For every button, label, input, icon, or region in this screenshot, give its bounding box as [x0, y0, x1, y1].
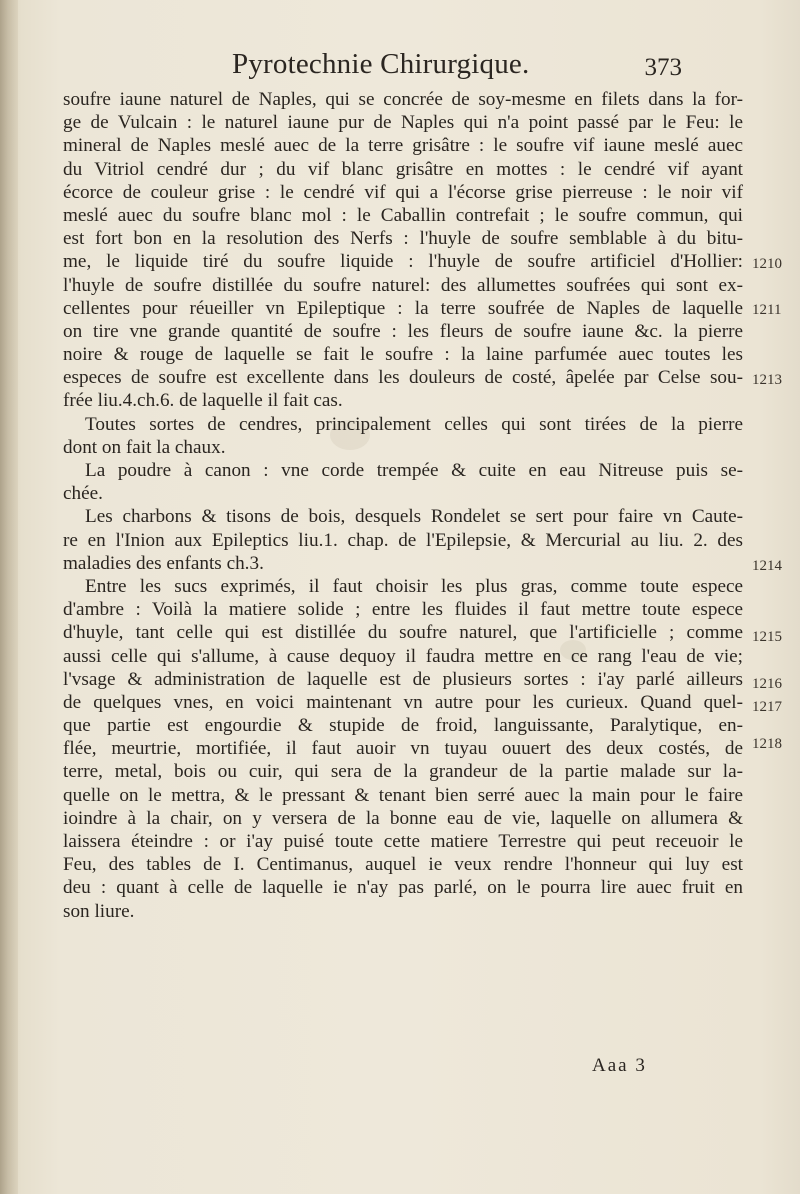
- margin-note: 1218: [752, 736, 782, 752]
- margin-note: 1217: [752, 699, 782, 715]
- text-line: mineral de Naples meslé auec de la terre grisâtre : le soufre vif iaune meslé auec: [63, 135, 743, 157]
- text-line: deu : quant à celle de laquelle ie n'ay pas parlé, on le pourra lire auec fruit en: [63, 877, 743, 899]
- text-line: me, le liquide tiré du soufre liquide : l'huyle de soufre artificiel d'Hollier:: [63, 251, 743, 273]
- body-text: [63, 88, 743, 923]
- text-line: dont on fait la chaux.: [63, 436, 226, 458]
- text-line: maladies des enfants ch.3.: [63, 552, 264, 574]
- text-line: écorce de couleur grise : le cendré vif qui a l'écorse grise pierreuse : le noir vif: [63, 181, 743, 203]
- text-line: de quelques vnes, en voici maintenant vn autre pour les curieux. Quand quel-: [63, 691, 743, 713]
- text-line: ioindre à la chair, on y versera de la bonne eau de vie, laquelle on allumera &: [63, 807, 743, 829]
- signature-mark: Aaa 3: [592, 1055, 647, 1076]
- text-line: frée liu.4.ch.6. de laquelle il fait cas.: [63, 390, 343, 412]
- text-line: especes de soufre est excellente dans les douleurs de costé, âpelée par Celse sou-: [63, 367, 743, 389]
- margin-note: 1214: [752, 558, 782, 574]
- text-line: quelle on le mettra, & le pressant & tenant bien serré auec la main pour le faire: [63, 784, 743, 806]
- text-line: flée, meurtrie, mortifiée, il faut auoir vn tuyau ouuert des deux costés, de: [63, 738, 743, 760]
- text-line: son liure.: [63, 900, 135, 922]
- page-title: Pyrotechnie Chirurgique.: [232, 48, 530, 80]
- text-line: terre, metal, bois ou cuir, qui sera de la grandeur de la partie malade sur la-: [63, 761, 743, 783]
- paragraph-start: La poudre à canon : vne corde trempée & cuite en eau Nitreuse puis se-: [85, 460, 743, 481]
- text-line: d'ambre : Voilà la matiere solide ; entre les fluides il faut mettre toute espece: [63, 599, 743, 621]
- page-number: 373: [644, 54, 682, 81]
- page-binding-shadow: [0, 0, 18, 1194]
- text-line: est fort bon en la resolution des Nerfs : l'huyle de soufre semblable à du bitu-: [63, 228, 743, 250]
- text-line: l'vsage & administration de laquelle est de plusieurs sortes : i'ay parlé ailleurs: [63, 668, 743, 690]
- running-head: [232, 48, 682, 88]
- text-line: l'huyle de soufre distillée du soufre naturel: des allumettes soufrées qui sont ex-: [63, 274, 743, 296]
- text-line: soufre iaune naturel de Naples, qui se concrée de soy-mesme en filets dans la for-: [63, 89, 743, 110]
- text-line: laissera éteindre : or i'ay puisé toute cette matiere Terrestre qui peut receuoir le: [63, 831, 743, 852]
- margin-note: 1216: [752, 676, 782, 692]
- text-line: du Vitriol cendré dur ; du vif blanc grisâtre en mottes : le cendré vif ayant: [63, 158, 743, 180]
- text-line: que partie est engourdie & stupide de froid, languissante, Paralytique, en-: [63, 715, 743, 737]
- margin-note: 1211: [752, 302, 782, 318]
- text-line: cellentes pour réueiller vn Epileptique : la terre soufrée de Naples de laquelle: [63, 297, 743, 319]
- text-line: Feu, des tables de I. Centimanus, auquel ie veux rendre l'honneur qui luy est: [63, 854, 743, 876]
- paragraph-start: Entre les sucs exprimés, il faut choisir les plus gras, comme toute espece: [85, 575, 743, 597]
- text-line: d'huyle, tant celle qui est distillée du soufre naturel, que l'artificielle ; comme: [63, 622, 743, 644]
- text-line: chée.: [63, 483, 103, 505]
- text-line: ge de Vulcain : le naturel iaune pur de Naples qui n'a point passé par le Feu: le: [63, 112, 743, 134]
- paragraph-start: Toutes sortes de cendres, principalement celles qui sont tirées de la pierre: [85, 413, 743, 435]
- text-line: aussi celle qui s'allume, à cause dequoy il faudra mettre en ce rang l'eau de vie;: [63, 645, 743, 667]
- margin-note: 1213: [752, 372, 782, 388]
- margin-note: 1215: [752, 629, 782, 645]
- paragraph-start: Les charbons & tisons de bois, desquels Rondelet se sert pour faire vn Caute-: [85, 506, 743, 528]
- margin-note: 1210: [752, 256, 782, 272]
- text-line: re en l'Inion aux Epileptics liu.1. chap. de l'Epilepsie, & Mercurial au liu. 2. des: [63, 529, 743, 551]
- text-line: on tire vne grande quantité de soufre : les fleurs de soufre iaune &c. la pierre: [63, 320, 743, 342]
- text-line: noire & rouge de laquelle se fait le soufre : la laine parfumée auec toutes les: [63, 344, 743, 366]
- text-line: meslé auec du soufre blanc mol : le Caballin contrefait ; le soufre commun, qui: [63, 204, 743, 226]
